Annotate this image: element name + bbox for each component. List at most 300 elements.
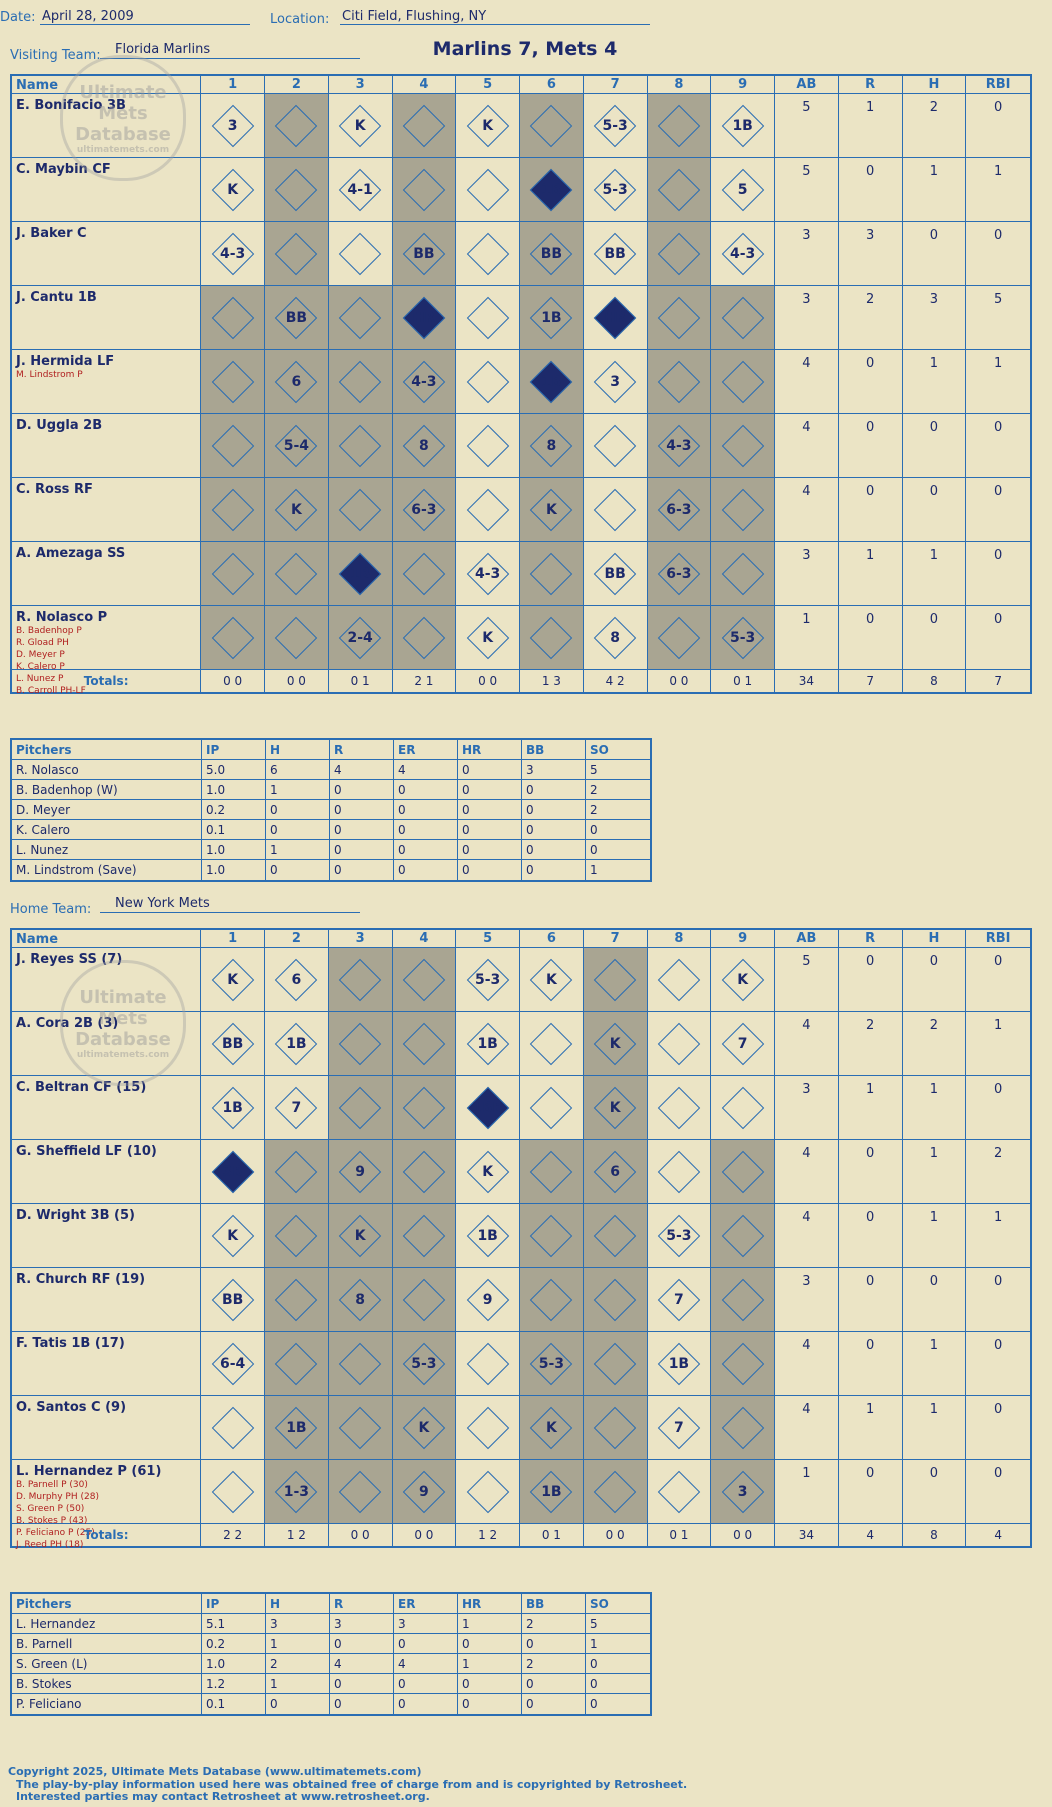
pitcher-name: S. Green (L) xyxy=(12,1654,202,1673)
play-result: 4-3 xyxy=(411,373,437,390)
base-diamond xyxy=(530,104,572,146)
pitcher-name: M. Lindstrom (Save) xyxy=(12,860,202,880)
at-bat-cell xyxy=(648,350,712,413)
player-row xyxy=(12,1204,1030,1268)
inning-header-3: 3 xyxy=(329,76,393,93)
inning-header-1: 1 xyxy=(201,76,265,93)
inning-total: 0 0 xyxy=(456,670,520,692)
substitute-name: B. Carroll PH-LF xyxy=(16,686,86,696)
player-name-cell xyxy=(12,350,201,413)
player-name: C. Beltran CF (15) xyxy=(16,1080,147,1095)
player-row xyxy=(12,1076,1030,1140)
at-bat-cell xyxy=(393,542,457,605)
pitcher-stat: 0 xyxy=(458,800,522,819)
total-r: 7 xyxy=(839,670,903,692)
at-bat-cell xyxy=(456,478,520,541)
pitcher-row xyxy=(12,820,650,840)
player-rbi: 1 xyxy=(994,1018,1003,1033)
substitute-name: B. Badenhop P xyxy=(16,626,82,636)
play-result: 1B xyxy=(286,1035,307,1052)
player-ab: 1 xyxy=(775,606,839,669)
at-bat-cell xyxy=(711,1076,775,1139)
at-bat-cell xyxy=(520,158,584,221)
pitcher-stat: 4 xyxy=(394,760,458,779)
play-result: 1B xyxy=(222,1099,243,1116)
pitcher-stat: 0 xyxy=(522,1694,586,1714)
base-diamond xyxy=(275,1342,317,1384)
base-diamond xyxy=(275,168,317,210)
player-row xyxy=(12,1140,1030,1204)
totals-label: Totals: xyxy=(12,1524,201,1546)
stat-header-r: R xyxy=(839,76,903,93)
at-bat-cell xyxy=(201,158,265,221)
pitcher-stat: 0.2 xyxy=(202,800,266,819)
at-bat-cell xyxy=(201,1012,265,1075)
at-bat-cell xyxy=(201,606,265,669)
at-bat-cell xyxy=(265,1396,329,1459)
base-diamond xyxy=(275,552,317,594)
pitchers-header-hr: HR xyxy=(458,1594,522,1613)
inning-header-5: 5 xyxy=(456,930,520,947)
substitute-name: S. Green P (50) xyxy=(16,1504,85,1514)
play-result: 6-3 xyxy=(666,501,692,518)
base-diamond xyxy=(275,104,317,146)
pitcher-name: B. Badenhop (W) xyxy=(12,780,202,799)
watermark-text: Ultimate xyxy=(79,81,167,103)
player-h: 0 xyxy=(903,414,967,477)
play-result: BB xyxy=(604,565,626,582)
player-name: J. Hermida LF xyxy=(16,354,115,369)
player-row xyxy=(12,1396,1030,1460)
at-bat-cell xyxy=(520,414,584,477)
base-diamond xyxy=(211,1470,253,1512)
pitchers-header-row xyxy=(12,1594,650,1614)
at-bat-cell xyxy=(201,1140,265,1203)
player-name: R. Nolasco P xyxy=(16,610,108,625)
watermark-logo xyxy=(60,960,186,1086)
at-bat-cell xyxy=(520,222,584,285)
player-row xyxy=(12,350,1030,414)
pitcher-stat: 1 xyxy=(458,1614,522,1633)
inning-total: 0 0 xyxy=(711,1524,775,1546)
at-bat-cell xyxy=(201,478,265,541)
pitcher-row xyxy=(12,1694,650,1714)
at-bat-cell xyxy=(584,1332,648,1395)
base-diamond xyxy=(721,296,763,338)
player-r: 0 xyxy=(839,1268,903,1331)
stat-header-h: H xyxy=(903,930,967,947)
player-name-cell xyxy=(12,1140,201,1203)
play-result: 6-4 xyxy=(220,1355,246,1372)
player-r: 0 xyxy=(839,414,903,477)
pitcher-stat: 0 xyxy=(590,822,598,837)
base-diamond xyxy=(211,1406,253,1448)
pitcher-stat: 3 xyxy=(522,760,586,779)
play-result: 1B xyxy=(541,309,562,326)
pitcher-stat: 0.1 xyxy=(202,1694,266,1714)
at-bat-cell xyxy=(456,1140,520,1203)
pitcher-stat: 1.0 xyxy=(202,780,266,799)
player-row xyxy=(12,158,1030,222)
inning-header-2: 2 xyxy=(265,930,329,947)
inning-header-2: 2 xyxy=(265,76,329,93)
play-result: 9 xyxy=(482,1291,493,1308)
play-result: 1B xyxy=(477,1035,498,1052)
base-diamond xyxy=(275,232,317,274)
player-rbi: 1 xyxy=(994,164,1003,179)
player-name-cell xyxy=(12,1204,201,1267)
at-bat-cell xyxy=(393,1204,457,1267)
pitcher-stat: 0 xyxy=(394,1674,458,1693)
at-bat-cell xyxy=(456,1012,520,1075)
at-bat-cell xyxy=(520,1332,584,1395)
at-bat-cell xyxy=(393,94,457,157)
at-bat-cell xyxy=(393,1012,457,1075)
at-bat-cell xyxy=(648,94,712,157)
at-bat-cell xyxy=(265,1140,329,1203)
at-bat-cell xyxy=(265,948,329,1011)
watermark-text: Ultimate xyxy=(79,986,167,1008)
at-bat-cell xyxy=(265,542,329,605)
at-bat-cell xyxy=(456,606,520,669)
at-bat-cell xyxy=(520,1140,584,1203)
player-rbi: 0 xyxy=(994,1338,1003,1353)
play-result: 7 xyxy=(291,1099,302,1116)
pitchers-header-h: H xyxy=(266,1594,330,1613)
player-r: 1 xyxy=(839,94,903,157)
at-bat-cell xyxy=(648,1396,712,1459)
base-diamond xyxy=(721,1342,763,1384)
player-row xyxy=(12,1332,1030,1396)
base-diamond xyxy=(339,1470,381,1512)
stat-header-r: R xyxy=(839,930,903,947)
at-bat-cell xyxy=(584,94,648,157)
inning-header-9: 9 xyxy=(711,76,775,93)
player-rbi: 0 xyxy=(994,484,1003,499)
pitcher-name: L. Hernandez xyxy=(12,1614,202,1633)
play-result: 4-3 xyxy=(475,565,501,582)
base-diamond xyxy=(594,1470,636,1512)
at-bat-cell xyxy=(711,606,775,669)
player-name-cell xyxy=(12,286,201,349)
at-bat-cell xyxy=(329,286,393,349)
pitcher-name: B. Parnell xyxy=(12,1634,202,1653)
play-result: 4-3 xyxy=(220,245,246,262)
pitcher-stat: 0 xyxy=(330,1694,394,1714)
game-date: April 28, 2009 xyxy=(42,9,134,24)
pitcher-name: D. Meyer xyxy=(12,800,202,819)
player-r: 0 xyxy=(839,350,903,413)
base-diamond xyxy=(594,488,636,530)
base-diamond xyxy=(403,1022,445,1064)
inning-header-5: 5 xyxy=(456,76,520,93)
play-result: 9 xyxy=(355,1163,366,1180)
name-header: Name xyxy=(12,930,201,947)
at-bat-cell xyxy=(393,158,457,221)
pitcher-stat: 4 xyxy=(394,1654,458,1673)
base-diamond xyxy=(339,424,381,466)
at-bat-cell xyxy=(201,222,265,285)
base-diamond xyxy=(403,552,445,594)
pitchers-header-bb: BB xyxy=(522,1594,586,1613)
watermark-logo xyxy=(60,55,186,181)
play-result: 3 xyxy=(610,373,621,390)
play-result: 6-3 xyxy=(411,501,437,518)
at-bat-cell xyxy=(329,948,393,1011)
play-result: 1B xyxy=(668,1355,690,1372)
play-result: K xyxy=(545,501,557,518)
base-diamond xyxy=(594,1214,636,1256)
pitcher-row xyxy=(12,860,650,880)
at-bat-cell xyxy=(520,1012,584,1075)
at-bat-cell xyxy=(711,1332,775,1395)
visiting-team-label: Visiting Team: xyxy=(10,48,101,63)
pitcher-stat: 0 xyxy=(394,800,458,819)
at-bat-cell xyxy=(648,606,712,669)
play-result: 1B xyxy=(732,117,753,134)
play-result: 5-3 xyxy=(602,117,628,134)
pitchers-header-r: R xyxy=(330,740,394,759)
play-result: 1B xyxy=(541,181,562,198)
pitcher-stat: 0 xyxy=(266,820,330,839)
at-bat-cell xyxy=(201,1268,265,1331)
pitchers-header-hr: HR xyxy=(458,740,522,759)
player-r: 0 xyxy=(839,158,903,221)
play-result: 8 xyxy=(419,437,429,454)
pitcher-stat: 2 xyxy=(590,802,598,817)
player-h: 0 xyxy=(903,222,967,285)
pitcher-row xyxy=(12,1674,650,1694)
at-bat-cell xyxy=(265,606,329,669)
at-bat-cell xyxy=(711,350,775,413)
play-result: 1B xyxy=(541,373,562,390)
play-result: 5-4 xyxy=(283,437,310,454)
player-ab: 4 xyxy=(775,1332,839,1395)
substitute-name: J. Reed PH (18) xyxy=(16,1540,84,1550)
at-bat-cell xyxy=(711,222,775,285)
at-bat-cell xyxy=(456,1204,520,1267)
base-diamond xyxy=(339,1022,381,1064)
player-h: 0 xyxy=(903,606,967,669)
home-team-label: Home Team: xyxy=(10,902,92,917)
pitchers-header-h: H xyxy=(266,740,330,759)
base-diamond xyxy=(211,616,253,658)
player-name: J. Cantu 1B xyxy=(16,290,97,305)
player-rbi: 1 xyxy=(994,1210,1003,1225)
base-diamond xyxy=(466,1470,508,1512)
total-h: 8 xyxy=(903,670,967,692)
base-diamond xyxy=(658,232,700,274)
player-rbi: 0 xyxy=(994,612,1003,627)
pitcher-stat: 0 xyxy=(394,1634,458,1653)
play-result: 8 xyxy=(610,629,621,646)
player-name: A. Cora 2B (3) xyxy=(16,1016,119,1031)
pitcher-stat: 0 xyxy=(458,780,522,799)
player-rbi: 0 xyxy=(994,1466,1003,1481)
play-result: K xyxy=(482,1163,494,1180)
player-ab: 4 xyxy=(775,414,839,477)
player-row xyxy=(12,286,1030,350)
base-diamond xyxy=(403,168,445,210)
pitcher-stat: 4 xyxy=(330,1654,394,1673)
at-bat-cell xyxy=(520,606,584,669)
player-ab: 4 xyxy=(775,350,839,413)
play-result: 6 xyxy=(291,971,302,988)
at-bat-cell xyxy=(201,1332,265,1395)
at-bat-cell xyxy=(648,478,712,541)
pitcher-stat: 2 xyxy=(590,782,598,797)
watermark-text: Database xyxy=(75,123,171,145)
header-row xyxy=(12,930,1030,948)
play-result: 4-1 xyxy=(347,181,373,198)
player-name-cell xyxy=(12,222,201,285)
pitcher-stat: 0 xyxy=(330,860,394,880)
player-row xyxy=(12,414,1030,478)
base-diamond xyxy=(339,958,381,1000)
pitcher-stat: 0.2 xyxy=(202,1634,266,1653)
player-rbi: 0 xyxy=(994,1082,1003,1097)
pitcher-stat: 0 xyxy=(522,840,586,859)
base-diamond xyxy=(658,296,700,338)
inning-total: 2 1 xyxy=(393,670,457,692)
base-diamond xyxy=(658,1470,700,1512)
player-name: J. Baker C xyxy=(16,226,87,241)
pitcher-row xyxy=(12,760,650,780)
inning-total: 0 0 xyxy=(584,1524,648,1546)
player-name: C. Maybin CF xyxy=(16,162,111,177)
at-bat-cell xyxy=(711,1460,775,1523)
player-h: 1 xyxy=(903,350,967,413)
player-name-cell xyxy=(12,414,201,477)
pitcher-stat: 0 xyxy=(458,1694,522,1714)
player-r: 0 xyxy=(839,1460,903,1523)
at-bat-cell xyxy=(584,1204,648,1267)
pitcher-stat: 1 xyxy=(590,1636,598,1651)
at-bat-cell xyxy=(584,948,648,1011)
at-bat-cell xyxy=(456,158,520,221)
player-ab: 3 xyxy=(775,1076,839,1139)
base-diamond xyxy=(530,552,572,594)
play-result: K xyxy=(290,501,302,518)
stat-header-ab: AB xyxy=(775,930,839,947)
pitcher-stat: 0 xyxy=(522,1674,586,1693)
pitcher-stat: 4 xyxy=(330,760,394,779)
location-underline xyxy=(340,24,650,25)
play-result: 1B xyxy=(477,1227,498,1244)
at-bat-cell xyxy=(329,1396,393,1459)
at-bat-cell xyxy=(584,1268,648,1331)
play-result: 4-3 xyxy=(666,437,692,454)
watermark-text: Mets xyxy=(98,1007,148,1029)
player-h: 1 xyxy=(903,1204,967,1267)
pitcher-stat: 0 xyxy=(522,860,586,880)
pitchers-header-er: ER xyxy=(394,740,458,759)
base-diamond xyxy=(658,616,700,658)
pitcher-stat: 0 xyxy=(330,1634,394,1653)
play-result: K xyxy=(227,181,239,198)
totals-label: Totals: xyxy=(12,670,201,692)
player-ab: 5 xyxy=(775,948,839,1011)
inning-total: 0 0 xyxy=(265,670,329,692)
at-bat-cell xyxy=(393,414,457,477)
at-bat-cell xyxy=(329,94,393,157)
at-bat-cell xyxy=(201,948,265,1011)
player-h: 0 xyxy=(903,948,967,1011)
at-bat-cell xyxy=(584,158,648,221)
base-diamond xyxy=(211,360,253,402)
at-bat-cell xyxy=(201,1396,265,1459)
at-bat-cell xyxy=(265,1460,329,1523)
pitcher-stat: 1 xyxy=(458,1654,522,1673)
at-bat-cell xyxy=(648,1268,712,1331)
inning-header-1: 1 xyxy=(201,930,265,947)
player-ab: 3 xyxy=(775,222,839,285)
pitcher-stat: 0 xyxy=(522,820,586,839)
base-diamond xyxy=(466,168,508,210)
at-bat-cell xyxy=(648,1076,712,1139)
play-result: HR xyxy=(412,309,436,326)
base-diamond xyxy=(339,1342,381,1384)
inning-total: 1 3 xyxy=(520,670,584,692)
player-row xyxy=(12,542,1030,606)
substitute-name: P. Feliciano P (25) xyxy=(16,1528,95,1538)
pitcher-stat: 1 xyxy=(266,1674,330,1693)
inning-total: 0 0 xyxy=(648,670,712,692)
at-bat-cell xyxy=(201,542,265,605)
at-bat-cell xyxy=(456,350,520,413)
pitcher-stat: 0 xyxy=(458,840,522,859)
home-pitchers-table xyxy=(10,1592,652,1716)
at-bat-cell xyxy=(711,948,775,1011)
inning-total: 0 1 xyxy=(520,1524,584,1546)
at-bat-cell xyxy=(520,1460,584,1523)
at-bat-cell xyxy=(265,94,329,157)
base-diamond xyxy=(594,958,636,1000)
pitchers-header-row xyxy=(12,740,650,760)
at-bat-cell xyxy=(329,542,393,605)
pitcher-row xyxy=(12,840,650,860)
inning-header-3: 3 xyxy=(329,930,393,947)
totals-row xyxy=(12,1524,1030,1546)
at-bat-cell xyxy=(456,1332,520,1395)
base-diamond xyxy=(721,1150,763,1192)
at-bat-cell xyxy=(265,478,329,541)
play-result: K xyxy=(227,971,239,988)
base-diamond xyxy=(658,1022,700,1064)
base-diamond xyxy=(530,1022,572,1064)
at-bat-cell xyxy=(520,1396,584,1459)
player-name-cell xyxy=(12,1076,201,1139)
pitcher-name: K. Calero xyxy=(12,820,202,839)
at-bat-cell xyxy=(265,350,329,413)
play-result: 1-3 xyxy=(283,1483,310,1500)
base-diamond xyxy=(530,1086,572,1128)
pitcher-stat: 0 xyxy=(330,780,394,799)
substitute-name: D. Meyer P xyxy=(16,650,65,660)
player-ab: 4 xyxy=(775,1204,839,1267)
player-h: 2 xyxy=(903,94,967,157)
play-result: 5-3 xyxy=(666,1227,692,1244)
play-result: K xyxy=(609,1099,621,1116)
at-bat-cell xyxy=(329,606,393,669)
totals-row xyxy=(12,670,1030,692)
at-bat-cell xyxy=(520,1204,584,1267)
pitchers-header-ip: IP xyxy=(202,1594,266,1613)
base-diamond xyxy=(721,360,763,402)
player-r: 0 xyxy=(839,606,903,669)
total-ab: 34 xyxy=(775,1524,839,1546)
pitchers-header-so: SO xyxy=(590,1596,609,1611)
